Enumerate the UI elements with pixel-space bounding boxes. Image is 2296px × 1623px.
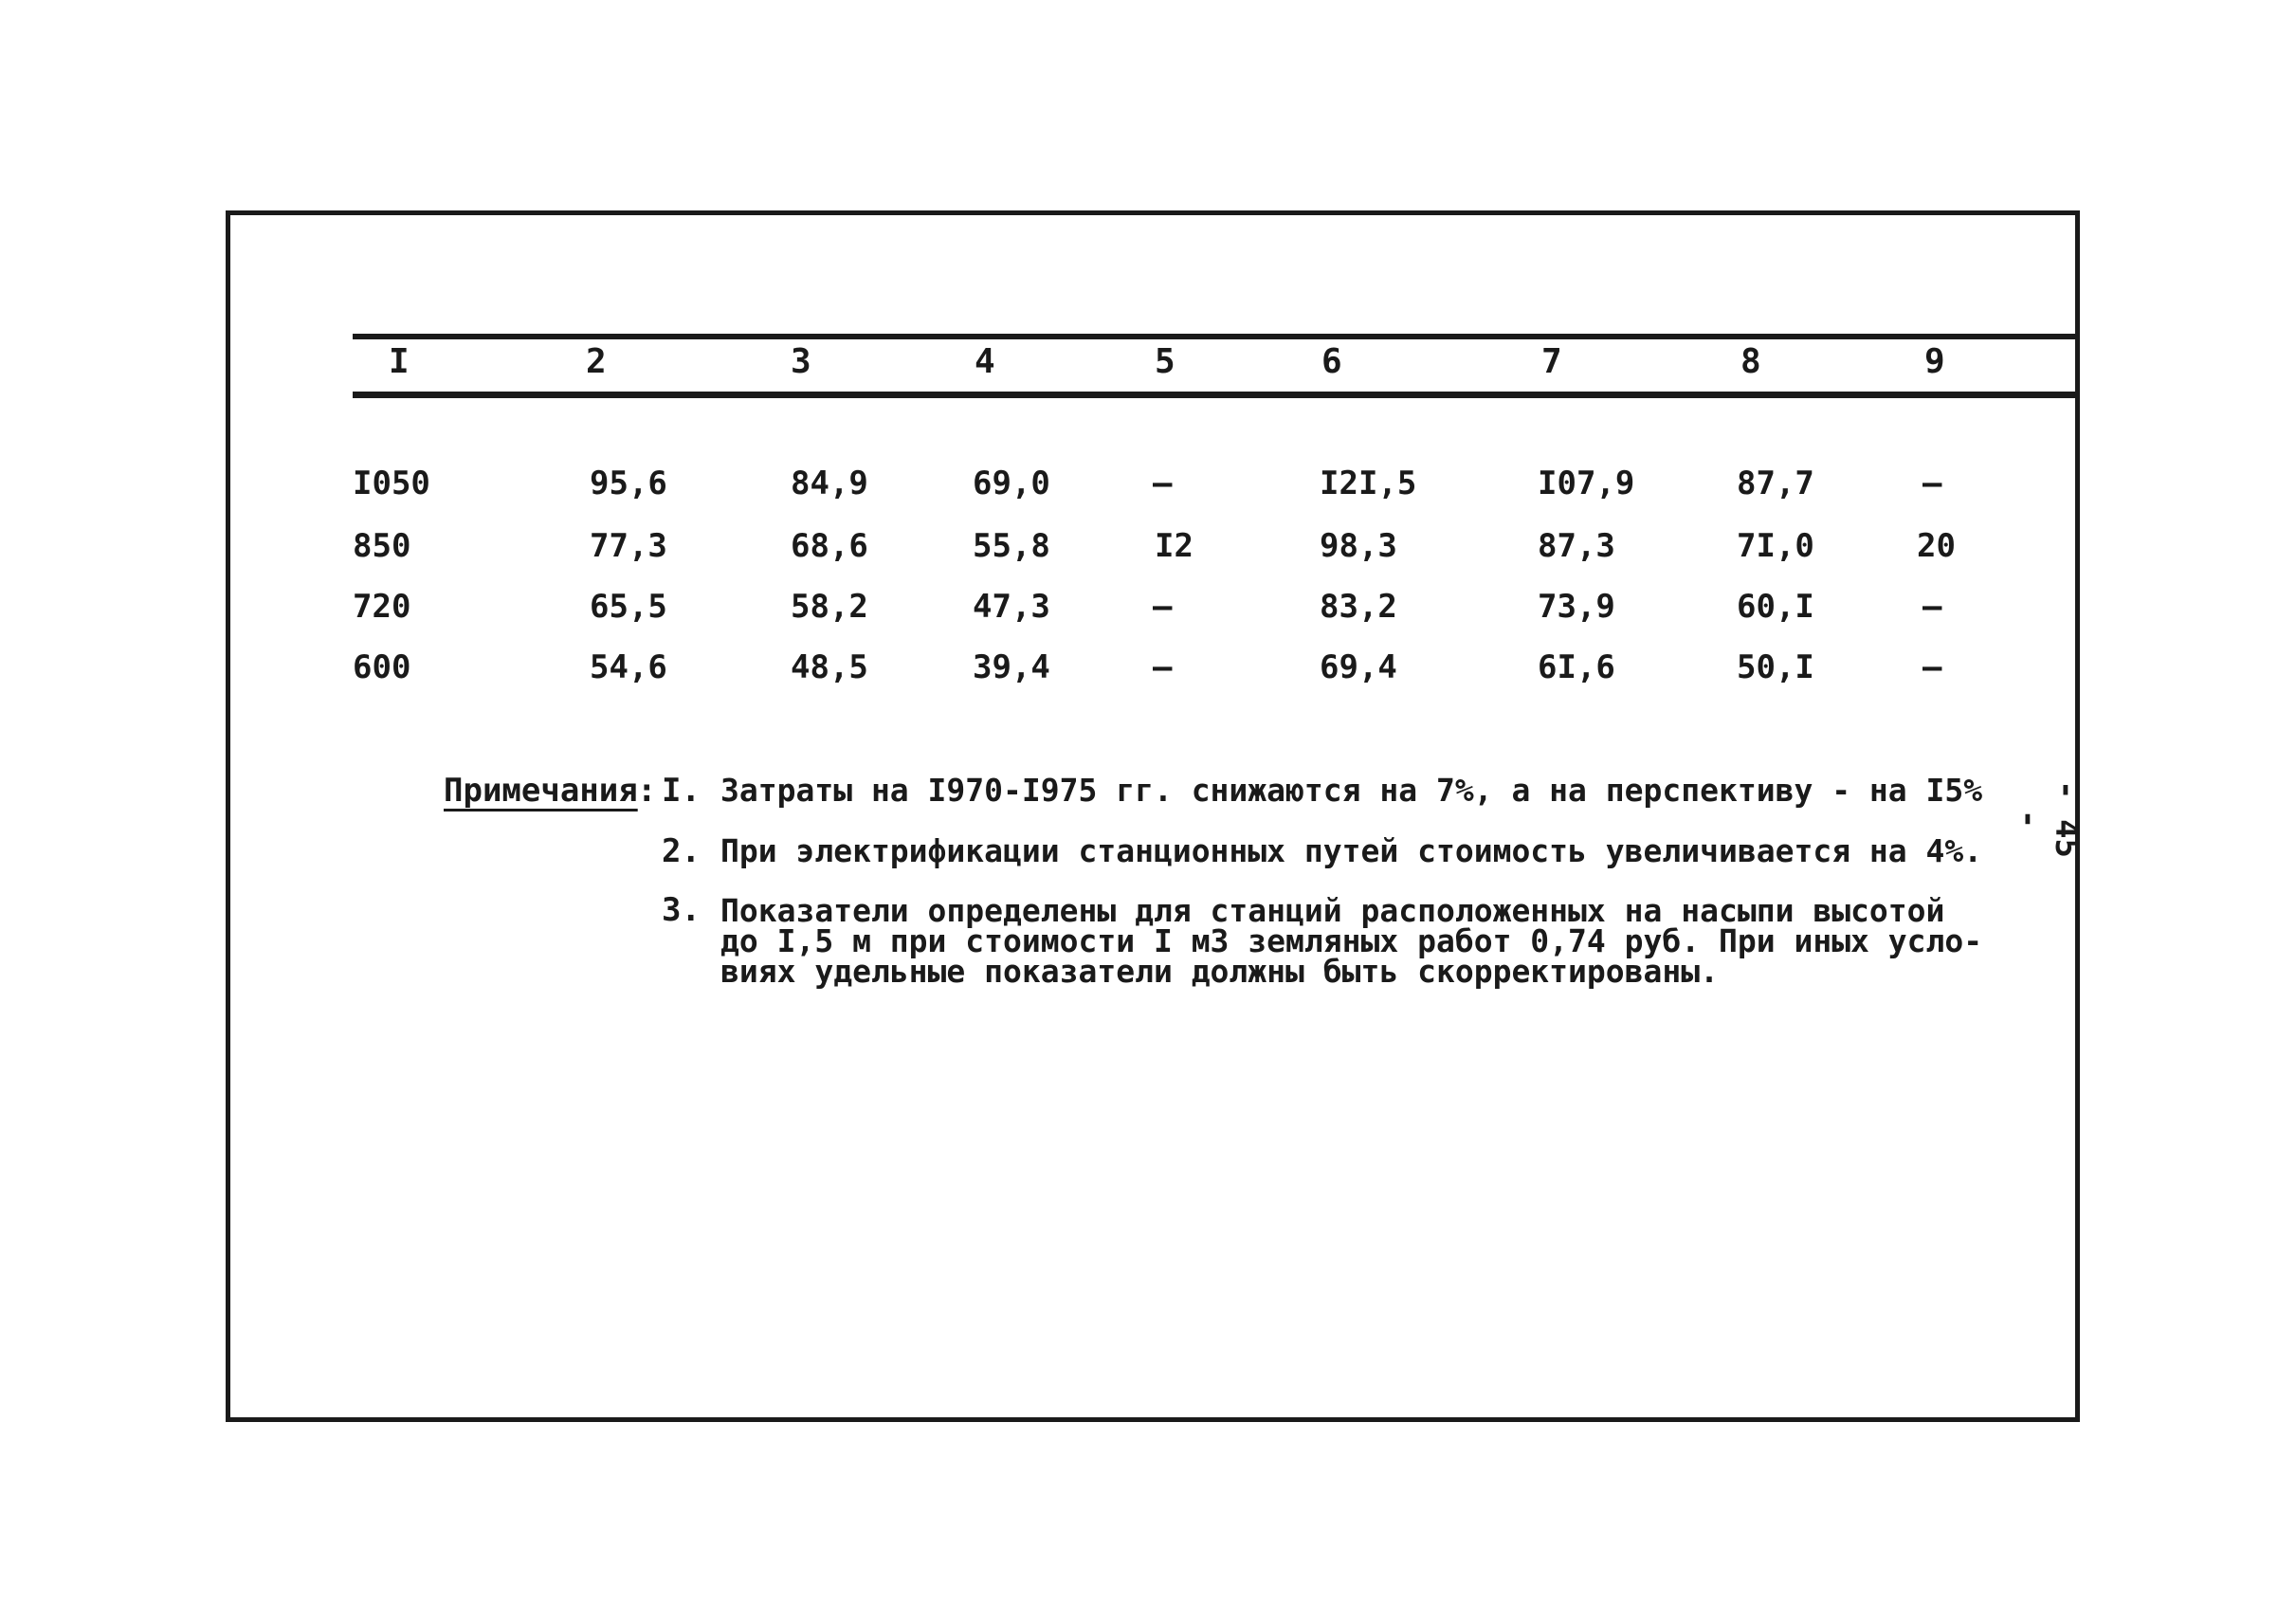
table-cell: 55,8 (973, 527, 1050, 565)
table-cell: 68,6 (791, 527, 868, 565)
table-cell: — (1153, 588, 1173, 626)
table-cell: I07,9 (1538, 465, 1635, 502)
table-cell: 60,I (1737, 588, 1814, 626)
page-number: - 45 - (2010, 780, 2086, 858)
note-1-text: Затраты на I970-I975 гг. снижаются на 7%, а на перспективу - на I5% (720, 772, 1983, 809)
notes-heading: Примечания (444, 772, 638, 810)
table-cell: 58,2 (791, 588, 868, 626)
table-cell: I2I,5 (1320, 465, 1417, 502)
table-cell: 69,4 (1320, 648, 1397, 686)
table-cell: — (1922, 648, 1942, 686)
table-cell: — (1922, 465, 1942, 502)
table-cell: 87,3 (1538, 527, 1615, 565)
column-header-6: 6 (1321, 342, 1342, 381)
table-cell: — (1922, 588, 1942, 626)
notes-colon: : (637, 772, 657, 810)
column-header-4: 4 (975, 342, 995, 381)
table-cell: 84,9 (791, 465, 868, 502)
note-3-line-2: до I,5 м при стоимости I м3 земляных работ 0,74 руб. При иных усло- (720, 922, 1983, 959)
table-header-rule (353, 392, 2080, 398)
table-cell: 6I,6 (1538, 648, 1615, 686)
table-cell: 73,9 (1538, 588, 1615, 626)
column-header-3: 3 (791, 342, 811, 381)
table-cell: 20 (1917, 527, 1956, 565)
note-2-number: 2. (662, 832, 701, 870)
column-header-9: 9 (1924, 342, 1945, 381)
table-cell: 83,2 (1320, 588, 1397, 626)
column-header-7: 7 (1541, 342, 1562, 381)
table-cell: 39,4 (973, 648, 1050, 686)
note-3-line-3: виях удельные показатели должны быть скорректированы. (720, 953, 1719, 990)
table-cell: I050 (353, 465, 430, 502)
table-cell: 98,3 (1320, 527, 1397, 565)
table-cell: 65,5 (590, 588, 667, 626)
table-cell: 720 (353, 588, 411, 626)
table-cell: 77,3 (590, 527, 667, 565)
note-3-line-1: Показатели определены для станций расположенных на насыпи высотой (720, 892, 1945, 929)
table-cell: 48,5 (791, 648, 868, 686)
note-1-number: I. (662, 772, 701, 810)
table-cell: — (1153, 648, 1173, 686)
table-cell: 850 (353, 527, 411, 565)
table-cell: 600 (353, 648, 411, 686)
table-cell: I2 (1155, 527, 1194, 565)
note-3-number: 3. (662, 891, 701, 929)
table-cell: 87,7 (1737, 465, 1814, 502)
table-cell: 95,6 (590, 465, 667, 502)
table-cell: 47,3 (973, 588, 1050, 626)
column-header-5: 5 (1155, 342, 1175, 381)
table-cell: 69,0 (973, 465, 1050, 502)
note-2-text: При электрификации станционных путей стоимость увеличивается на 4%. (720, 832, 1983, 869)
table-cell: — (1153, 465, 1173, 502)
table-cell: 7I,0 (1737, 527, 1814, 565)
table-cell: 54,6 (590, 648, 667, 686)
column-header-8: 8 (1740, 342, 1761, 381)
column-header-1: I (389, 342, 410, 381)
table-top-rule (353, 334, 2080, 339)
table-cell: 50,I (1737, 648, 1814, 686)
column-header-2: 2 (586, 342, 607, 381)
